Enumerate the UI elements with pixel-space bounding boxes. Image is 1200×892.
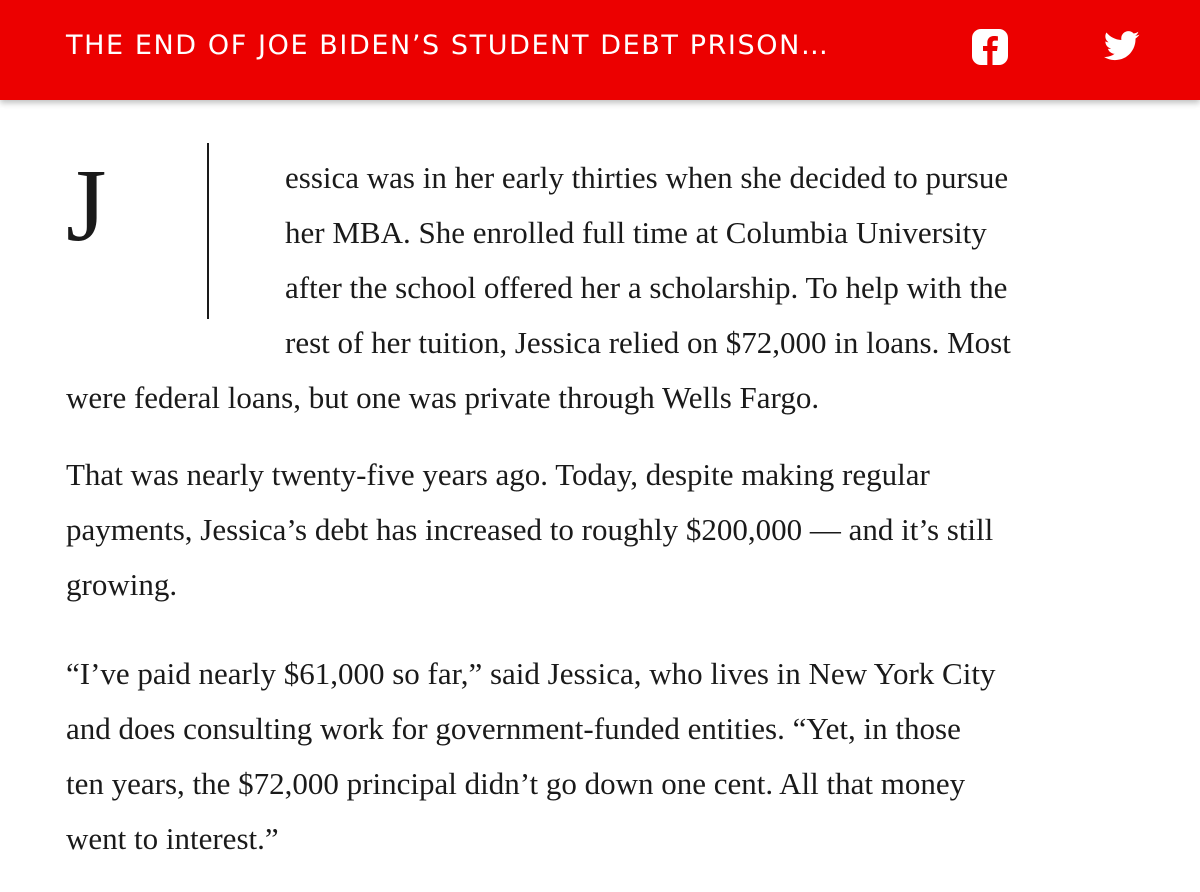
paragraph-line: essica was in her early thirties when she decided to pursue	[285, 160, 1009, 195]
drop-cap: J	[66, 148, 107, 263]
paragraph-line: and does consulting work for government-funded entities. “Yet, in those	[66, 711, 961, 746]
paragraph-line: rest of her tuition, Jessica relied on $72,000 in loans. Most	[285, 325, 1011, 360]
facebook-icon	[971, 28, 1009, 66]
share-header-bar	[0, 0, 1200, 100]
paragraph-1	[66, 150, 1176, 425]
paragraph-line: her MBA. She enrolled full time at Columbia University	[285, 215, 987, 250]
paragraph-2	[66, 447, 1176, 612]
paragraph-line: “I’ve paid nearly $61,000 so far,” said Jessica, who lives in New York City	[66, 656, 996, 691]
paragraph-line: ten years, the $72,000 principal didn’t go down one cent. All that money	[66, 766, 966, 801]
paragraph-line: were federal loans, but one was private through Wells Fargo.	[66, 380, 820, 415]
paragraph-line: That was nearly twenty-five years ago. Today, despite making regular	[66, 457, 930, 492]
twitter-share-button[interactable]	[1104, 30, 1140, 62]
twitter-icon	[1104, 30, 1140, 62]
paragraph-line: went to interest.”	[66, 821, 279, 856]
facebook-share-button[interactable]	[971, 28, 1009, 66]
paragraph-line: after the school offered her a scholarship. To help with the	[285, 270, 1008, 305]
article-title: THE END OF JOE BIDEN’S STUDENT DEBT PRISON…	[66, 30, 830, 61]
paragraph-line: payments, Jessica’s debt has increased to roughly $200,000 — and it’s still	[66, 512, 994, 547]
paragraph-line: growing.	[66, 567, 178, 602]
paragraph-3	[66, 646, 1176, 866]
